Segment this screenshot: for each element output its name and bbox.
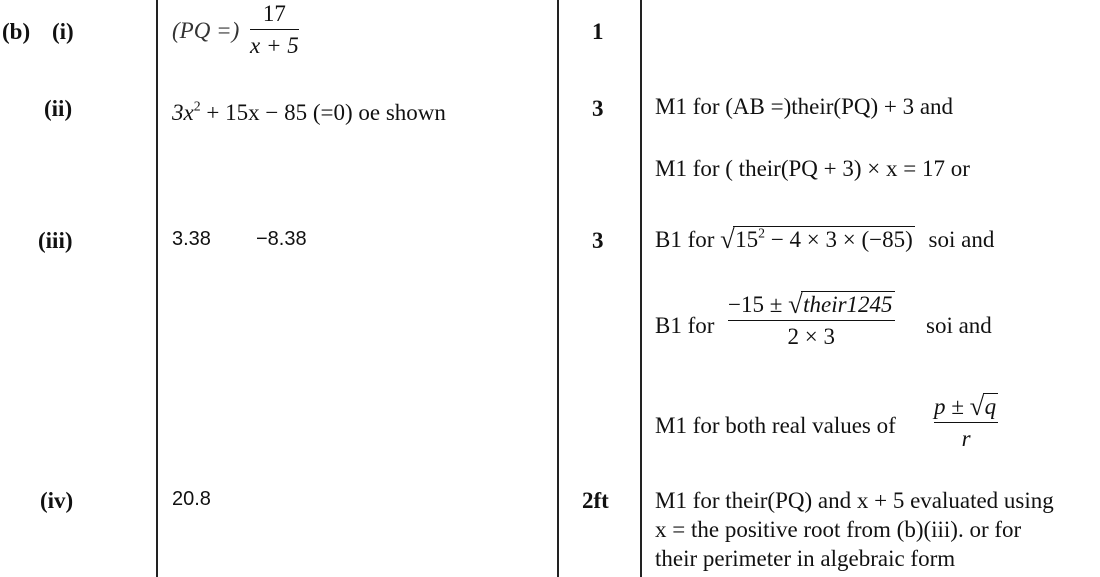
- root-term: their1245: [803, 292, 893, 317]
- note-iii-line-1-suffix: soi and: [928, 227, 995, 252]
- mark-ii: 3: [592, 96, 604, 121]
- fraction-numerator: [728, 288, 895, 319]
- column-divider-2: [557, 0, 559, 577]
- mark-i: 1: [592, 19, 604, 44]
- note-ii-line-1: M1 for (AB =)their(PQ) + 3 and: [655, 94, 954, 119]
- root-exponent: 2: [758, 225, 766, 241]
- part-label-iii: (iii): [38, 228, 73, 253]
- root-term: 15: [735, 227, 759, 252]
- answer-iii-value-1: 3.38: [172, 228, 211, 250]
- answer-i-fraction: [250, 2, 299, 57]
- fraction-bar: [728, 320, 895, 321]
- note-iv-line-3: their perimeter in algebraic form: [655, 546, 956, 571]
- part-label-i: (i): [52, 19, 74, 44]
- column-divider-3: [640, 0, 642, 577]
- column-divider-1: [156, 0, 158, 577]
- radical-sign: √: [969, 390, 985, 421]
- answer-i-prefix: (PQ =): [172, 18, 240, 43]
- fraction-denominator: 2 × 3: [787, 324, 836, 350]
- note-iv-line-2: x = the positive root from (b)(iii). or for: [655, 517, 1022, 542]
- note-iv-line-1: M1 for their(PQ) and x + 5 evaluated using: [655, 488, 1054, 513]
- fraction-denominator: r: [961, 426, 971, 452]
- note-iii-line-3-fraction: [934, 390, 998, 452]
- numerator-term: p ±: [934, 394, 964, 419]
- answer-ii-rest: + 15x − 85 (=0) oe shown: [200, 100, 446, 125]
- answer-i-denominator: x + 5: [250, 33, 299, 59]
- mark-iv: 2ft: [582, 488, 609, 513]
- square-root: [969, 390, 999, 421]
- answer-i-numerator: 17: [262, 1, 286, 26]
- note-ii-line-2: M1 for ( their(PQ + 3) × x = 17 or: [655, 156, 970, 181]
- answer-iii-value-2: −8.38: [256, 228, 307, 250]
- part-label-ii: (ii): [44, 96, 73, 121]
- fraction-numerator: [934, 390, 998, 421]
- note-iii-line-3-prefix: M1 for both real values of: [655, 413, 896, 438]
- fraction-bar: [250, 29, 299, 30]
- note-iii-line-1: [655, 223, 995, 254]
- root-term: q: [984, 394, 997, 419]
- square-root: [788, 288, 894, 319]
- radical-sign: √: [720, 223, 735, 254]
- note-iii-line-1-prefix: B1 for: [655, 227, 715, 252]
- note-iii-line-2-suffix: soi and: [926, 313, 992, 338]
- numerator-term: −15 ±: [728, 292, 783, 317]
- note-iii-line-2-prefix: B1 for: [655, 313, 715, 338]
- answer-ii: [172, 98, 446, 125]
- answer-iv-value: 20.8: [172, 488, 211, 510]
- root-rest: − 4 × 3 × (−85): [765, 227, 913, 252]
- square-root: [720, 223, 915, 254]
- answer-ii-term: 3x: [172, 100, 194, 125]
- answer-ii-exponent: 2: [193, 98, 201, 114]
- mark-iii: 3: [592, 228, 604, 253]
- note-iii-line-2-fraction: [728, 288, 895, 350]
- radical-sign: √: [788, 288, 803, 319]
- part-label-b: (b): [2, 19, 31, 44]
- fraction-bar: [934, 422, 998, 423]
- part-label-iv: (iv): [40, 488, 74, 513]
